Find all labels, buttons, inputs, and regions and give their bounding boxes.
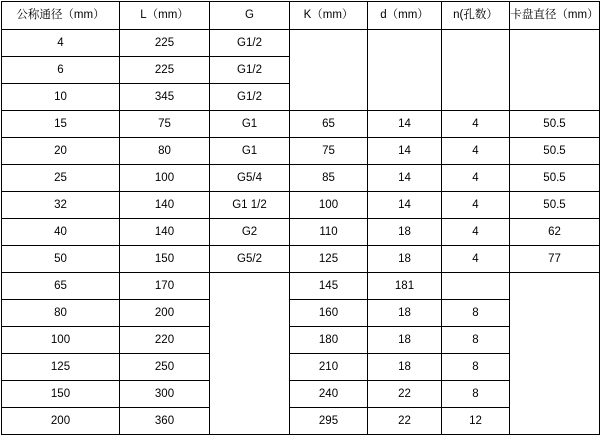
cell-d: 18 bbox=[368, 219, 442, 246]
cell-k bbox=[290, 84, 368, 111]
cell-length: 345 bbox=[120, 84, 210, 111]
cell-k: 145 bbox=[290, 273, 368, 300]
cell-nominal-diameter: 40 bbox=[2, 219, 120, 246]
column-header-thread: G bbox=[210, 2, 290, 30]
column-header-nominal-diameter: 公称通径（mm） bbox=[2, 2, 120, 30]
table-body bbox=[2, 30, 600, 435]
cell-hole-count bbox=[442, 30, 510, 57]
cell-k: 85 bbox=[290, 165, 368, 192]
cell-chuck-diameter bbox=[510, 354, 600, 381]
table-row bbox=[2, 354, 600, 381]
cell-chuck-diameter: 50.5 bbox=[510, 111, 600, 138]
cell-k bbox=[290, 57, 368, 84]
cell-thread: G1 bbox=[210, 111, 290, 138]
cell-d: 18 bbox=[368, 246, 442, 273]
cell-d: 14 bbox=[368, 165, 442, 192]
cell-k: 180 bbox=[290, 327, 368, 354]
cell-k: 110 bbox=[290, 219, 368, 246]
cell-hole-count bbox=[442, 273, 510, 300]
cell-nominal-diameter: 15 bbox=[2, 111, 120, 138]
cell-chuck-diameter: 50.5 bbox=[510, 138, 600, 165]
cell-thread bbox=[210, 408, 290, 435]
cell-thread: G2 bbox=[210, 219, 290, 246]
table-row bbox=[2, 273, 600, 300]
cell-thread: G1/2 bbox=[210, 57, 290, 84]
cell-nominal-diameter: 100 bbox=[2, 327, 120, 354]
cell-length: 200 bbox=[120, 300, 210, 327]
cell-thread bbox=[210, 273, 290, 300]
cell-hole-count: 8 bbox=[442, 381, 510, 408]
cell-k: 100 bbox=[290, 192, 368, 219]
table-row bbox=[2, 300, 600, 327]
cell-chuck-diameter bbox=[510, 300, 600, 327]
cell-chuck-diameter: 50.5 bbox=[510, 192, 600, 219]
cell-hole-count: 4 bbox=[442, 219, 510, 246]
cell-k: 125 bbox=[290, 246, 368, 273]
cell-d: 181 bbox=[368, 273, 442, 300]
column-header-hole-count: n(孔数） bbox=[442, 2, 510, 30]
cell-d: 18 bbox=[368, 327, 442, 354]
table-row bbox=[2, 381, 600, 408]
cell-nominal-diameter: 80 bbox=[2, 300, 120, 327]
cell-k: 210 bbox=[290, 354, 368, 381]
cell-hole-count: 12 bbox=[442, 408, 510, 435]
cell-hole-count bbox=[442, 84, 510, 111]
cell-chuck-diameter bbox=[510, 30, 600, 57]
cell-hole-count: 4 bbox=[442, 246, 510, 273]
table-row bbox=[2, 138, 600, 165]
cell-chuck-diameter bbox=[510, 381, 600, 408]
cell-k: 75 bbox=[290, 138, 368, 165]
cell-length: 140 bbox=[120, 219, 210, 246]
cell-d: 14 bbox=[368, 111, 442, 138]
cell-chuck-diameter: 77 bbox=[510, 246, 600, 273]
cell-thread bbox=[210, 354, 290, 381]
column-header-chuck-diameter: 卡盘直径（mm） bbox=[510, 2, 600, 30]
cell-chuck-diameter bbox=[510, 273, 600, 300]
cell-hole-count: 4 bbox=[442, 138, 510, 165]
cell-nominal-diameter: 125 bbox=[2, 354, 120, 381]
cell-length: 100 bbox=[120, 165, 210, 192]
cell-d: 14 bbox=[368, 138, 442, 165]
column-header-length: L（mm） bbox=[120, 2, 210, 30]
cell-hole-count: 4 bbox=[442, 165, 510, 192]
cell-length: 300 bbox=[120, 381, 210, 408]
cell-k bbox=[290, 30, 368, 57]
cell-d: 18 bbox=[368, 354, 442, 381]
cell-chuck-diameter bbox=[510, 57, 600, 84]
cell-hole-count bbox=[442, 57, 510, 84]
cell-nominal-diameter: 65 bbox=[2, 273, 120, 300]
cell-d: 14 bbox=[368, 192, 442, 219]
cell-k: 240 bbox=[290, 381, 368, 408]
cell-d: 22 bbox=[368, 381, 442, 408]
cell-d: 22 bbox=[368, 408, 442, 435]
cell-hole-count: 4 bbox=[442, 111, 510, 138]
cell-d bbox=[368, 30, 442, 57]
cell-d bbox=[368, 57, 442, 84]
cell-length: 75 bbox=[120, 111, 210, 138]
cell-thread: G1/2 bbox=[210, 84, 290, 111]
cell-length: 225 bbox=[120, 30, 210, 57]
cell-thread bbox=[210, 381, 290, 408]
cell-chuck-diameter bbox=[510, 84, 600, 111]
cell-length: 80 bbox=[120, 138, 210, 165]
table-row bbox=[2, 30, 600, 57]
cell-thread bbox=[210, 300, 290, 327]
cell-chuck-diameter: 50.5 bbox=[510, 165, 600, 192]
cell-chuck-diameter bbox=[510, 327, 600, 354]
cell-hole-count: 8 bbox=[442, 327, 510, 354]
cell-nominal-diameter: 4 bbox=[2, 30, 120, 57]
cell-nominal-diameter: 6 bbox=[2, 57, 120, 84]
cell-nominal-diameter: 10 bbox=[2, 84, 120, 111]
cell-nominal-diameter: 32 bbox=[2, 192, 120, 219]
cell-thread: G1 bbox=[210, 138, 290, 165]
cell-nominal-diameter: 50 bbox=[2, 246, 120, 273]
cell-length: 170 bbox=[120, 273, 210, 300]
table-header bbox=[2, 2, 600, 30]
cell-thread: G5/4 bbox=[210, 165, 290, 192]
cell-length: 220 bbox=[120, 327, 210, 354]
cell-chuck-diameter bbox=[510, 408, 600, 435]
cell-d bbox=[368, 84, 442, 111]
table-row bbox=[2, 111, 600, 138]
cell-length: 150 bbox=[120, 246, 210, 273]
cell-length: 225 bbox=[120, 57, 210, 84]
table-row bbox=[2, 57, 600, 84]
cell-nominal-diameter: 150 bbox=[2, 381, 120, 408]
cell-nominal-diameter: 200 bbox=[2, 408, 120, 435]
table-row bbox=[2, 246, 600, 273]
cell-thread: G1 1/2 bbox=[210, 192, 290, 219]
table-row bbox=[2, 192, 600, 219]
cell-length: 250 bbox=[120, 354, 210, 381]
table-row bbox=[2, 327, 600, 354]
cell-thread bbox=[210, 327, 290, 354]
column-header-d: d（mm） bbox=[368, 2, 442, 30]
cell-k: 65 bbox=[290, 111, 368, 138]
cell-k: 160 bbox=[290, 300, 368, 327]
cell-d: 18 bbox=[368, 300, 442, 327]
table-row bbox=[2, 84, 600, 111]
cell-length: 360 bbox=[120, 408, 210, 435]
cell-hole-count: 8 bbox=[442, 354, 510, 381]
specification-table bbox=[1, 1, 600, 435]
cell-k: 295 bbox=[290, 408, 368, 435]
cell-chuck-diameter: 62 bbox=[510, 219, 600, 246]
header-row bbox=[2, 2, 600, 30]
cell-nominal-diameter: 20 bbox=[2, 138, 120, 165]
column-header-k: K（mm） bbox=[290, 2, 368, 30]
table-row bbox=[2, 408, 600, 435]
table-row bbox=[2, 165, 600, 192]
cell-hole-count: 4 bbox=[442, 192, 510, 219]
cell-thread: G1/2 bbox=[210, 30, 290, 57]
cell-nominal-diameter: 25 bbox=[2, 165, 120, 192]
cell-length: 140 bbox=[120, 192, 210, 219]
cell-hole-count: 8 bbox=[442, 300, 510, 327]
cell-thread: G5/2 bbox=[210, 246, 290, 273]
table-row bbox=[2, 219, 600, 246]
